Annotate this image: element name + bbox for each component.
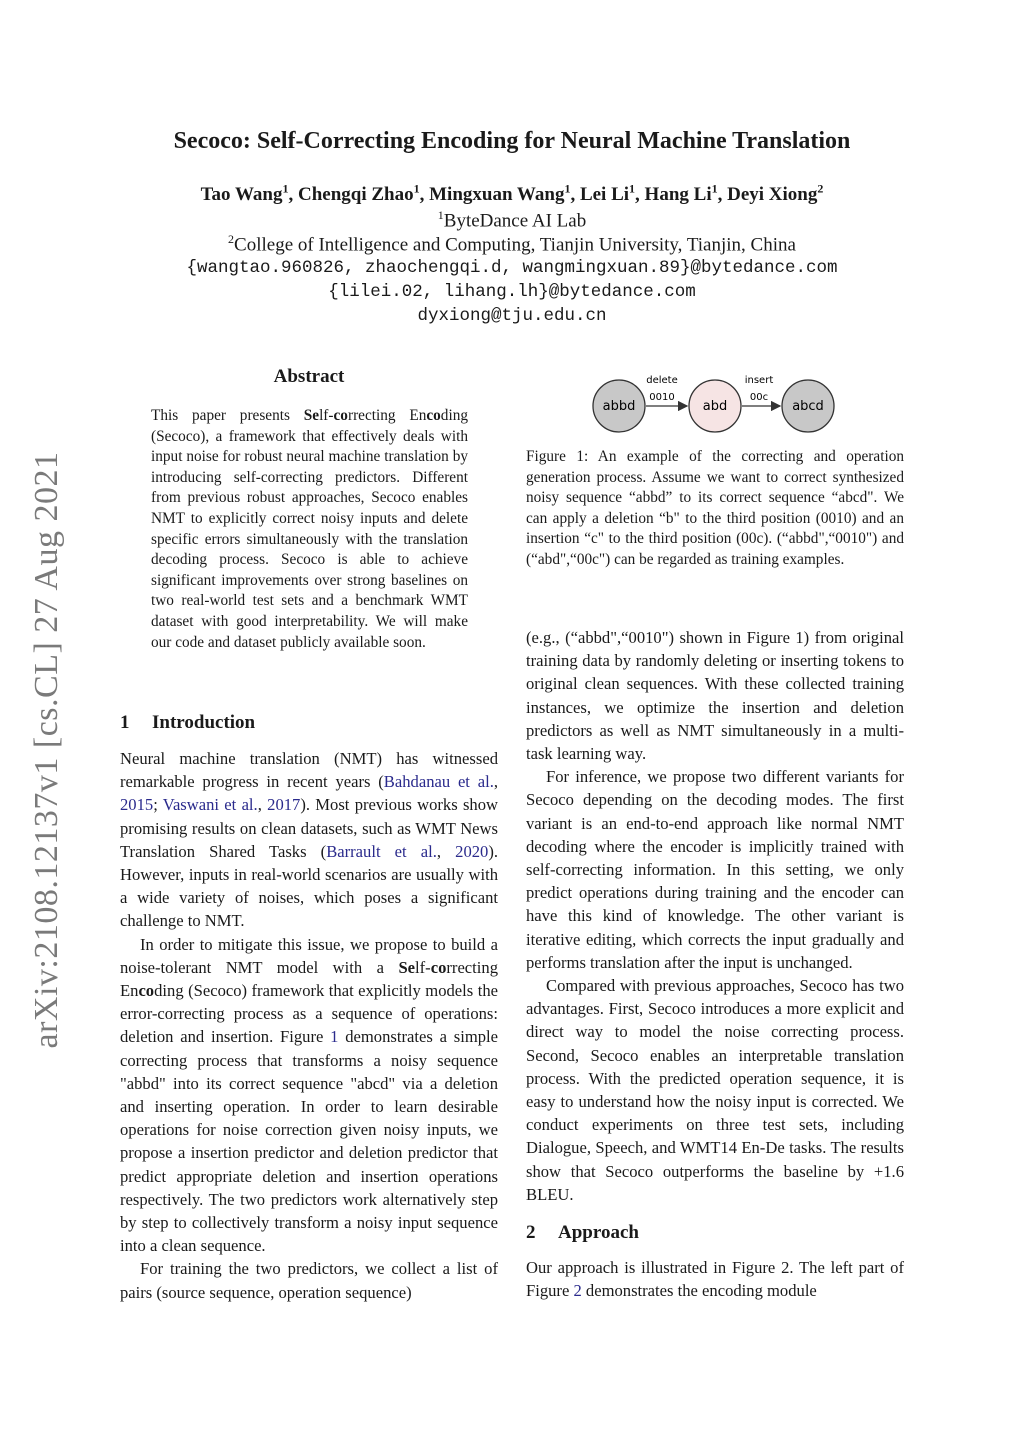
- author: Deyi Xiong$^2$: [727, 182, 824, 206]
- paper-title: Secoco: Self-Correcting Encoding for Neural Machine Translation: [173, 128, 851, 154]
- citation-link[interactable]: Barrault et al.: [326, 841, 437, 861]
- intro-paragraph-3: For training the two predictors, we collect a list of pairs (source sequence, operation sequence): [120, 1259, 498, 1302]
- node-label: abd: [702, 399, 728, 414]
- section-1: [120, 712, 498, 1304]
- figure-1-caption: Figure 1: An example of the correcting and operation generation process. Assume we want to correct synthesized noisy sequence “abbd” to its correct sequence “abcd". We can apply a deletion “b" to the third position (0010) and an insertion “c" to the third position (00c). (“abbd",“0010") and (“abd",“00c") can be regarded as training examples.: [526, 448, 904, 568]
- citation-link[interactable]: Vaswani et al.: [162, 795, 258, 815]
- citation-link[interactable]: 2020: [455, 841, 489, 861]
- right-paragraph-3: Compared with previous approaches, Secoco has two advantages. First, Secoco introduces a more explicit and direct way to model the noise correcting process. Second, Secoco enables an interpretable translation process. With the predicted operation sequence, it is easy to understand how the noisy input is corrected. We conduct experiments on three test sets, including Dialogue, Speech, and WMT14 En-De tasks. The results show that Secoco outperforms the baseline by +1.6 BLEU.: [526, 976, 904, 1204]
- intro-paragraph-1: Neural machine translation (NMT) has witnessed remarkable progress in recent years (Bahdanau et al., 2015; Vaswani et al., 2017). Most previous works show promising results on clean datasets, such as WMT News Translation Shared Tasks (Barrault et al., 2020). However, inputs in real-world scenarios are usually with a wide variety of noises, which poses a significant challenge to NMT.: [120, 749, 499, 931]
- figure-1-diagram: [590, 365, 850, 435]
- citation-link[interactable]: Bahdanau et al.: [383, 772, 494, 792]
- intro-paragraph-2: In order to mitigate this issue, we propose to build a noise-tolerant NMT model with a Self-correcting Encoding (Secoco) framework that explicitly models the error-correcting process as a sequence of operations: deletion and insertion. Figure 1 demonstrates a simple correcting process that transforms a noisy sequence "abbd" into its correct sequence "abcd" via a deletion and inserting operation. In order to learn desirable operations for noise correction given noisy inputs, we propose a insertion predictor and deletion predictor that predict appropriate deletion and insertion operations respectively. The two predictors work alternatively step by step to collectively transform a noisy input sequence into a clean sequence.: [120, 934, 498, 1256]
- abstract-body: This paper presents Self-correcting Encoding (Secoco), a framework that effectively deals with input noise for robust neural machine translation by introducing self-correcting predictors. Different from previous robust approaches, Secoco enables NMT to explicitly correct noisy inputs and delete specific errors simultaneously with the translation decoding process. Secoco is able to achieve significant improvements over strong baselines on two real-world test sets and a benchmark WMT dataset with good interpretability. We will make our code and dataset publicly available soon.: [151, 407, 468, 651]
- section-heading: 2 Approach: [526, 1222, 639, 1244]
- edge-label: 0010: [649, 392, 675, 403]
- right-paragraph-1: (e.g., (“abbd",“0010") shown in Figure 1) from original training data by randomly deleting or inserting tokens to original clean sequences. With these collected training instances, we optimize the insertion and deletion predictors as well as NMT simultaneously in a multi-task learning way.: [526, 628, 904, 764]
- email-line-1: {wangtao.960826, zhaochengqi.d, wangmingxuan.89}@bytedance.com: [186, 258, 838, 278]
- citation-link[interactable]: 2015: [120, 795, 154, 815]
- arxiv-sidebar: [22, 440, 72, 1060]
- edge-label: 00c: [749, 392, 769, 403]
- figure-1: [590, 365, 850, 435]
- node-label: abbd: [602, 399, 636, 414]
- author-list: Tao Wang$^1$, Chengqi Zhao$^1$, Mingxuan Wang$^1$, Lei Li$^1$, Hang Li$^1$, Deyi Xiong$^2$: [200, 182, 824, 206]
- author: Hang Li$^1$: [644, 182, 718, 206]
- author: Tao Wang$^1$: [200, 182, 289, 206]
- author: Chengqi Zhao$^1$: [297, 182, 420, 206]
- author: Lei Li$^1$: [579, 182, 636, 206]
- edge-label: delete: [646, 375, 678, 386]
- author: Mingxuan Wang$^1$: [429, 182, 571, 206]
- edge-label: insert: [744, 375, 774, 386]
- email-line-3: dyxiong@tju.edu.cn: [417, 306, 607, 326]
- section-heading: 1 Introduction: [120, 712, 256, 733]
- figure-ref-link[interactable]: 1: [330, 1027, 339, 1047]
- email-line-2: {lilei.02, lihang.lh}@bytedance.com: [328, 282, 696, 302]
- right-column-body: [526, 626, 904, 1302]
- citation-link[interactable]: 2017: [267, 795, 301, 815]
- right-paragraph-2: For inference, we propose two different variants for Secoco depending on the decoding modes. The first variant is an end-to-end approach like normal NMT decoding where the encoder is implicitly trained with self-correcting information. In this setting, we only predict operations during training and the encoder can have this kind of knowledge. The other variant is iterative editing, which corrects the input gradually and performs translation after the input is unchanged.: [526, 767, 904, 972]
- abstract-heading: Abstract: [273, 366, 345, 387]
- approach-paragraph: Our approach is illustrated in Figure 2. The left part of Figure 2 demonstrates the encoding module: [526, 1258, 904, 1301]
- figure-ref-link[interactable]: 2: [573, 1281, 582, 1301]
- arxiv-id: arXiv:2108.12137v1 [cs.CL] 27 Aug 2021: [28, 451, 65, 1049]
- affiliation-1: $^1$ByteDance AI Lab: [437, 208, 587, 232]
- node-label: abcd: [792, 399, 824, 414]
- affiliation-2: $^2$College of Intelligence and Computing, Tianjin University, Tianjin, China: [228, 232, 796, 256]
